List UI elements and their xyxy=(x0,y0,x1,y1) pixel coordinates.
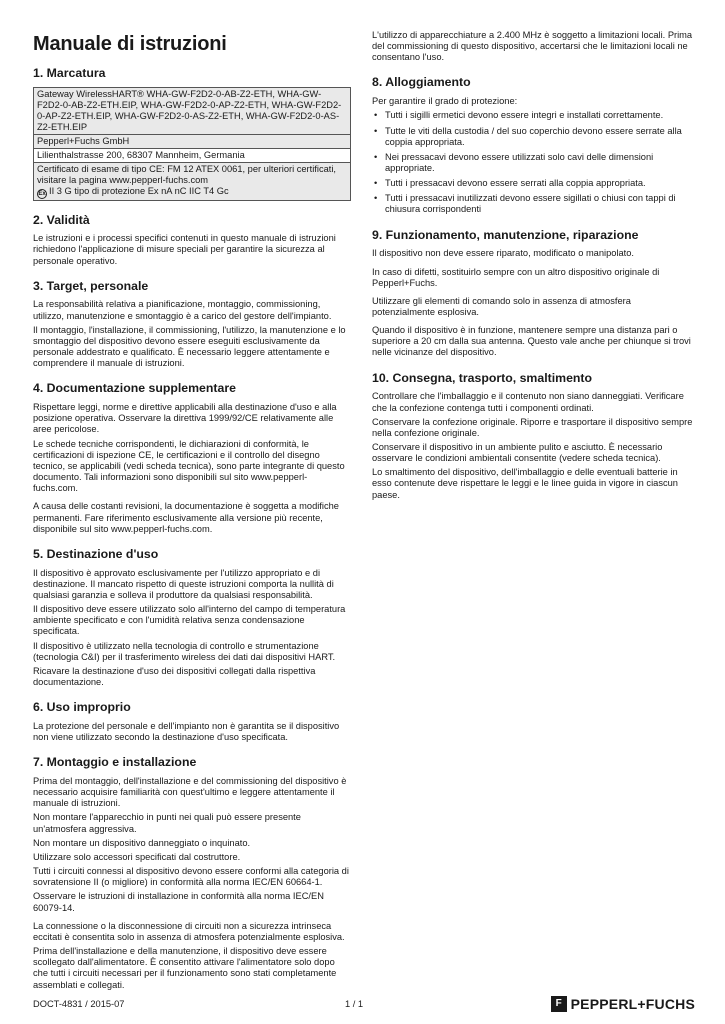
marking-certificate xyxy=(34,162,351,200)
operation-text-4: Quando il dispositivo è in funzione, mantenere sempre una distanza pari o superiore a 20 cm dalla sua antenna. Questo vale anche per chiunque si trovi nelle vicinanze del dispositivo. xyxy=(372,325,691,358)
list-item: • Tutti i pressacavi inutilizzati devono essere sigillati o chiusi con tappi di chiusura corrispondenti xyxy=(372,193,694,215)
intended-use-text-1: Il dispositivo è approvato esclusivamente per l'utilizzo appropriato e di destinazione. Il mancato rispetto di queste istruzioni comporta la nullità di qualsiasi garanzia e solleva il produttore da qualsiasi responsabilità. xyxy=(33,567,334,600)
list-item: • Tutti i sigilli ermetici devono essere integri e installati correttamente. xyxy=(372,110,694,121)
improper-use-text: La protezione del personale e dell'impianto non è garantita se il dispositivo non viene utilizzato secondo la destinazione d'uso specificata. xyxy=(33,720,340,743)
page-footer xyxy=(33,996,695,1016)
target-text-2: Il montaggio, l'installazione, il commissioning, l'utilizzo, la manutenzione e lo smontaggio del dispositivo devono essere eseguiti esclusivamente da personale addestrato e qualificato. È necessario leggere attentamente e comprendere il manuale di istruzioni. xyxy=(33,324,346,369)
page-title: Manuale di istruzioni xyxy=(33,33,227,55)
mounting-text-7: La connessione o la disconnessione di circuiti non a sicurezza intrinseca eccitati è consentita solo in assenza di atmosfera potenzialmente esplosiva. xyxy=(33,920,345,942)
section-heading-intended-use: 5. Destinazione d'uso xyxy=(33,546,159,561)
operation-text-2: In caso di difetti, sostituirlo sempre con un altro dispositivo originale di Pepperl+Fuchs. xyxy=(372,266,660,288)
operation-text-3: Utilizzare gli elementi di comando solo in assenza di atmosfera potenzialmente esplosiva. xyxy=(372,295,631,317)
intended-use-text-2: Il dispositivo deve essere utilizzato solo all'interno del campo di temperatura ambiente specificato e con l'umidità relativa senza condensazione specificata. xyxy=(33,604,346,637)
section-heading-documentation: 4. Documentazione supplementare xyxy=(33,381,236,396)
intended-use-text-4: Ricavare la destinazione d'uso dei dispositivi collegati dalla rispettiva documentazione. xyxy=(33,665,316,688)
section-heading-housing: 8. Alloggiamento xyxy=(372,75,471,90)
section-heading-validity: 2. Validità xyxy=(33,212,90,227)
documentation-text-3: A causa delle costanti revisioni, la documentazione è soggetta a modifiche permanenti. Fare riferimento esclusivamente alla versione più recente, disponibile sul sito www.pepperl-fuchs.com. xyxy=(33,501,339,534)
right-column xyxy=(372,30,694,504)
documentation-text-2: Le schede tecniche corrispondenti, le dichiarazioni di conformità, le certificazioni di ispezione CE, le certificazioni e il controllo del disegno tecnico, se applicabili (vedi scheda tecnica), sono parte integrante di questo documento. Tali informazioni sono disponibili sul sito www.pepperl-fuchs.com. xyxy=(33,438,345,494)
mounting-text-4: Utilizzare solo accessori specificati dal costruttore. xyxy=(33,851,241,862)
ex-icon: Ex xyxy=(38,190,46,197)
section-heading-mounting: 7. Montaggio e installazione xyxy=(33,755,197,770)
marking-product: Gateway WirelessHART® WHA-GW-F2D2-0-AB-Z2-ETH, WHA-GW-F2D2-0-AB-Z2-ETH.EIP, WHA-GW-F2D2-0-AP-Z2-ETH, WHA-GW-F2D2-0-AP-Z2-ETH.EIP, WHA-GW-F2D2-0-AS-Z2-ETH, WHA-GW-F2D2-0-AS-Z2-ETH.EIP xyxy=(34,87,351,134)
delivery-text-2: Conservare la confezione originale. Riporre e trasportare il dispositivo sempre nella confezione originale. xyxy=(372,416,693,438)
section-heading-operation: 9. Funzionamento, manutenzione, riparazione xyxy=(372,227,639,242)
section-heading-target: 3. Target, personale xyxy=(33,278,149,293)
housing-intro: Per garantire il grado di protezione: xyxy=(372,96,518,107)
mounting-text-2: Non montare l'apparecchio in punti nei quali può essere presente un'atmosfera aggressiva. xyxy=(33,812,301,834)
protection-type-text: II 3 G tipo di protezione Ex nA nC IIC T4 Gc xyxy=(49,185,229,196)
marking-address: Lilienthalstrasse 200, 68307 Mannheim, Germania xyxy=(34,148,351,162)
list-item: • Tutti i pressacavi devono essere serrati alla coppia appropriata. xyxy=(372,178,694,189)
brand-logo xyxy=(551,996,695,1013)
frequency-notice: L'utilizzo di apparecchiature a 2.400 MHz è soggetto a limitazioni locali. Prima del commissioning di questo dispositivo, accertarsi che le limitazioni locali ne consentano l'uso. xyxy=(372,30,693,63)
operation-text-1: Il dispositivo non deve essere riparato, modificato o manipolato. xyxy=(372,248,635,259)
housing-list xyxy=(372,110,694,215)
mounting-text-6: Osservare le istruzioni di installazione in conformità alla norma IEC/EN 60079-14. xyxy=(33,891,324,913)
list-item: • Nei pressacavi devono essere utilizzati solo cavi delle dimensioni appropriate. xyxy=(372,152,694,174)
certificate-text: Certificato di esame di tipo CE: FM 12 ATEX 0061, per ulteriori certificati, visitare la pagina www.pepperl-fuchs.com xyxy=(37,163,336,185)
list-item: • Tutte le viti della custodia / del suo coperchio devono essere serrate alla coppia appropriata. xyxy=(372,126,694,148)
section-heading-marking: 1. Marcatura xyxy=(33,66,106,80)
mounting-text-5: Tutti i circuiti connessi al dispositivo devono essere conformi alla categoria di sovratensione II (o migliore) in conformità alla norma IEC/EN 60664-1. xyxy=(33,866,349,888)
page-number: 1 / 1 xyxy=(345,999,364,1009)
brand-name: PEPPERL+FUCHS xyxy=(570,996,695,1012)
left-column xyxy=(33,30,351,994)
delivery-text-3: Conservare il dispositivo in un ambiente pulito e asciutto. È necessario osservare le condizioni ambientali consentite (vedere scheda tecnica). xyxy=(372,442,663,464)
mounting-text-8: Prima dell'installazione e della manutenzione, il dispositivo deve essere scollegato dall'alimentatore. È consentito attivare l'alimentatore solo dopo che tutti i circuiti necessari per il funzionamento sono stati completamente assemblati e collegati. xyxy=(33,946,337,990)
target-text-1: La responsabilità relativa a pianificazione, montaggio, commissioning, utilizzo, manutenzione e smontaggio è a carico del gestore dell'impianto. xyxy=(33,299,332,321)
validity-text: Le istruzioni e i processi specifici contenuti in questo manuale di istruzioni richiedono l'applicazione di misure speciali per garantire la sicurezza al personale operativo. xyxy=(33,233,336,266)
section-heading-improper-use: 6. Uso improprio xyxy=(33,700,131,715)
brand-mark-icon: F xyxy=(551,996,567,1012)
mounting-text-1: Prima del montaggio, dell'installazione e del commissioning del dispositivo è necessario acquisire familiarità con quest'ultimo e leggere attentamente il manuale di istruzioni. xyxy=(33,776,347,809)
protection-type xyxy=(37,186,347,199)
marking-table xyxy=(33,87,351,201)
document-id: DOCT-4831 / 2015-07 xyxy=(33,999,125,1009)
intended-use-text-3: Il dispositivo è utilizzato nella tecnologia di controllo e strumentazione (tecnologia C&I) per il trasferimento wireless dei dati dai dispositivi HART. xyxy=(33,640,336,662)
delivery-text-4: Lo smaltimento del dispositivo, dell'imballaggio e delle eventuali batterie in esso contenute deve rispettare le leggi e le linee guida in vigore in ciascun paese. xyxy=(372,467,678,500)
mounting-text-3: Non montare un dispositivo danneggiato o inquinato. xyxy=(33,837,251,848)
delivery-text-1: Controllare che l'imballaggio e il contenuto non siano danneggiati. Verificare che la confezione contenga tutti i componenti ordinati. xyxy=(372,391,684,413)
documentation-text-1: Rispettare leggi, norme e direttive applicabili alla destinazione d'uso e alla posizione operativa. Osservare la direttiva 1999/92/CE relativamente alle aree pericolose. xyxy=(33,402,337,435)
marking-manufacturer: Pepperl+Fuchs GmbH xyxy=(34,134,351,148)
section-heading-delivery: 10. Consegna, trasporto, smaltimento xyxy=(372,370,593,385)
